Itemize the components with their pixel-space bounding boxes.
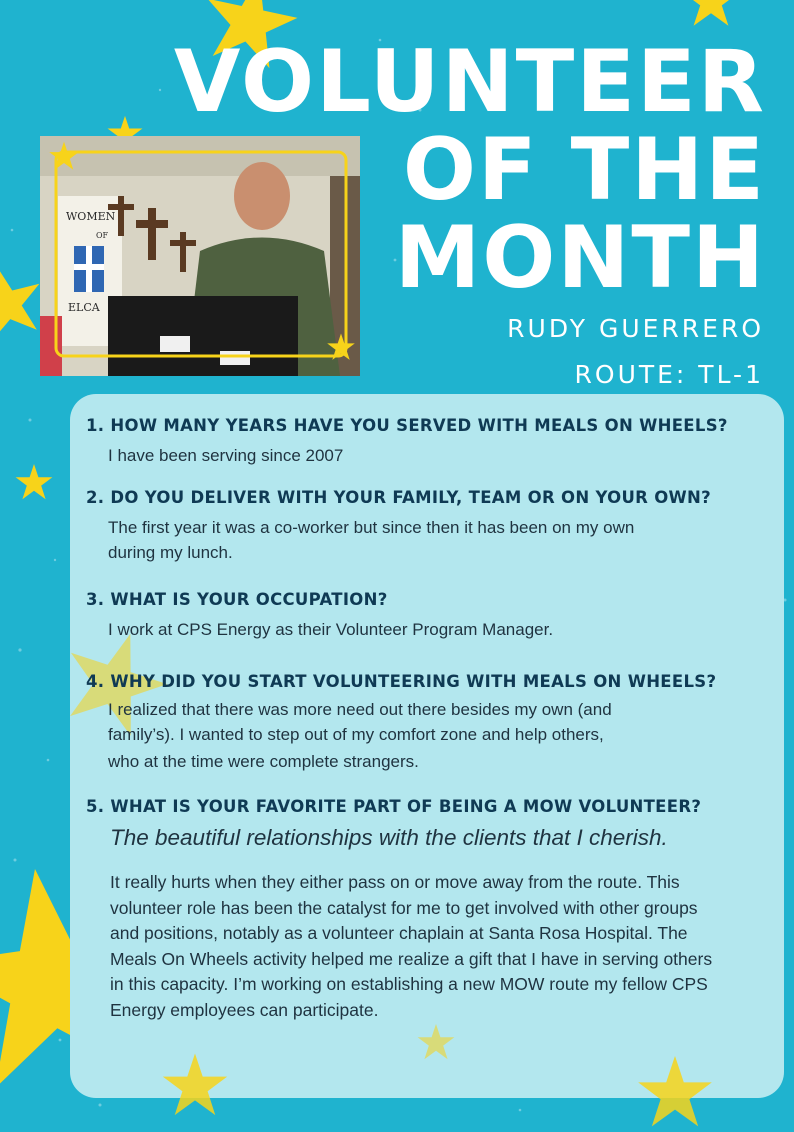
answer-2-line-2: during my lunch. [108, 543, 233, 562]
volunteer-name: RUDY GUERRERO [507, 314, 764, 343]
answer-3-line-1: I work at CPS Energy as their Volunteer Program Manager. [108, 620, 554, 639]
volunteer-route: ROUTE: TL-1 [574, 360, 764, 389]
title-line-1: VOLUNTEER [173, 32, 766, 132]
answer-4-line-3: who at the time were complete strangers. [108, 752, 419, 771]
star-icon [630, 1052, 720, 1132]
star-icon [326, 332, 356, 362]
star-icon [416, 1022, 456, 1062]
favorite-paragraph: It really hurts when they either pass on or move away from the route. This volunteer role has been the catalyst for me to get involved with other groups and positions, notably as a volunteer chaplain at Santa Rosa Hospital. The Meals On Wheels activity helped me realize a gift that I have in serving others in this capacity. I’m working on establishing a new MOW route my fellow CPS Energy employees can participate. [110, 872, 713, 1020]
answer-4-line-2: family’s). I wanted to step out of my comfort zone and help others, [108, 725, 604, 744]
banner-word-elca: ELCA [68, 301, 100, 314]
question-5: 5. WHAT IS YOUR FAVORITE PART OF BEING A MOW VOLUNTEER? [86, 797, 702, 816]
star-icon [48, 140, 80, 172]
title-line-3: MONTH [394, 208, 766, 308]
favorite-quote: The beautiful relationships with the clients that I cherish. [110, 825, 668, 850]
star-icon [14, 462, 54, 502]
page-title [173, 32, 766, 308]
title-line-2: OF THE [402, 120, 766, 220]
answer-1-line-1: I have been serving since 2007 [108, 446, 344, 465]
question-3: 3. WHAT IS YOUR OCCUPATION? [86, 590, 388, 609]
answer-4-line-1: I realized that there was more need out there besides my own (and [108, 700, 612, 719]
answer-2-line-1: The first year it was a co-worker but since then it has been on my own [108, 518, 635, 537]
star-icon [160, 1050, 230, 1120]
star-icon [676, 0, 746, 30]
banner-word-women: WOMEN [66, 210, 116, 223]
question-1: 1. HOW MANY YEARS HAVE YOU SERVED WITH MEALS ON WHEELS? [86, 416, 728, 435]
banner-word-of: OF [96, 231, 109, 240]
question-2: 2. DO YOU DELIVER WITH YOUR FAMILY, TEAM OR ON YOUR OWN? [86, 488, 712, 507]
question-4: 4. WHY DID YOU START VOLUNTEERING WITH MEALS ON WHEELS? [86, 672, 717, 691]
